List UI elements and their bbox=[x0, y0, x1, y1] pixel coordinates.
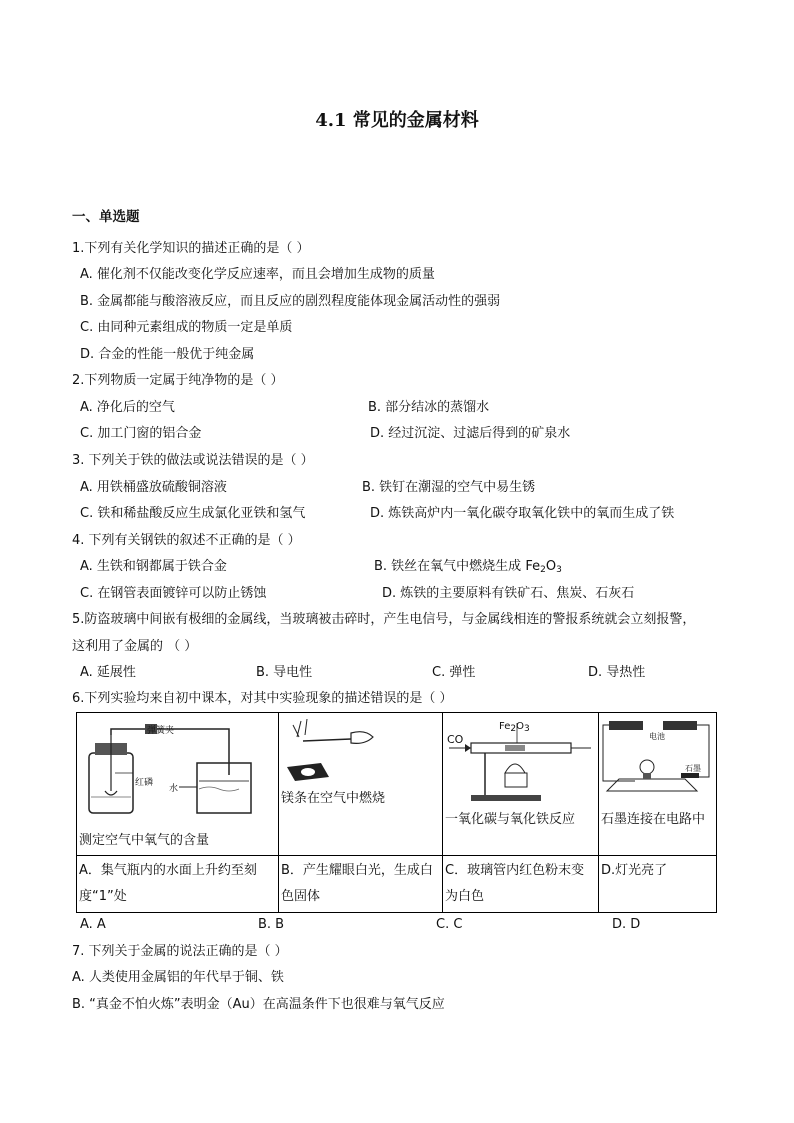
experiment-cell-graphite bbox=[599, 713, 717, 856]
caption-co: 一氧化碳与氧化铁反应 bbox=[445, 812, 576, 827]
section-heading: 一、单选题 bbox=[72, 209, 140, 225]
caption-magnesium: 镁条在空气中燃烧 bbox=[281, 791, 386, 806]
q6-option-b: B. B bbox=[258, 917, 285, 932]
experiment-cell-oxygen bbox=[77, 713, 279, 856]
q3-option-b: B. 铁钉在潮湿的空气中易生锈 bbox=[362, 480, 536, 495]
q2-option-c: C. 加工门窗的铝合金 bbox=[80, 426, 202, 441]
co-label: CO bbox=[447, 733, 464, 746]
q5-option-d: D. 导热性 bbox=[588, 665, 646, 680]
q5-option-b: B. 导电性 bbox=[256, 665, 313, 680]
q7-stem: 7. 下列关于金属的说法正确的是（ ） bbox=[72, 944, 288, 959]
page-title: 4.1 常见的金属材料 bbox=[315, 110, 479, 131]
caption-oxygen: 测定空气中氧气的含量 bbox=[79, 833, 210, 848]
description-d: D.灯光亮了 bbox=[599, 856, 717, 913]
description-a: A．集气瓶内的水面上升约至刻 度“1”处 bbox=[77, 856, 279, 913]
q4-option-b: B. 铁丝在氧气中燃烧生成 $Fe_2O_3$ bbox=[374, 559, 562, 575]
graphite-label: 石墨 bbox=[685, 764, 701, 773]
q5-stem-line2: 这利用了金属的 （ ） bbox=[72, 639, 198, 654]
q4-stem: 4. 下列有关钢铁的叙述不正确的是（ ） bbox=[72, 533, 301, 548]
q2-option-d: D. 经过沉淀、过滤后得到的矿泉水 bbox=[370, 426, 571, 441]
q5-stem-line1: 5.防盗玻璃中间嵌有极细的金属线，当玻璃被击碎时，产生电信号，与金属线相连的警报系统就会立刻报警， bbox=[72, 612, 696, 627]
q1-stem: 1.下列有关化学知识的描述正确的是（ ） bbox=[72, 241, 310, 256]
q2-stem: 2.下列物质一定属于纯净物的是（ ） bbox=[72, 373, 284, 388]
graphite-circuit-diagram bbox=[601, 715, 713, 799]
q1-option-d: D. 合金的性能一般优于纯金属 bbox=[80, 347, 255, 362]
q4-option-a: A. 生铁和钢都属于铁合金 bbox=[80, 559, 227, 574]
q6-option-a: A. A bbox=[80, 917, 106, 932]
q4-option-d: D. 炼铁的主要原料有铁矿石、焦炭、石灰石 bbox=[382, 586, 635, 601]
q2-option-b: B. 部分结冰的蒸馏水 bbox=[368, 400, 490, 415]
q3-option-a: A. 用铁桶盛放硫酸铜溶液 bbox=[80, 480, 227, 495]
q4-option-c: C. 在钢管表面镀锌可以防止锈蚀 bbox=[80, 586, 267, 601]
q7-option-a: A. 人类使用金属铝的年代早于铜、铁 bbox=[72, 970, 284, 985]
q3-stem: 3. 下列关于铁的做法或说法错误的是（ ） bbox=[72, 453, 314, 468]
q5-option-c: C. 弹性 bbox=[432, 665, 476, 680]
q2-option-a: A. 净化后的空气 bbox=[80, 400, 175, 415]
experiment-table bbox=[76, 712, 717, 913]
oxygen-apparatus-diagram bbox=[79, 715, 277, 825]
q6-option-c: C. C bbox=[436, 917, 463, 932]
description-b: B．产生耀眼白光，生成白 色固体 bbox=[279, 856, 443, 913]
q1-option-c: C. 由同种元素组成的物质一定是单质 bbox=[80, 320, 293, 335]
phosphorus-label: 红磷 bbox=[135, 778, 154, 788]
q6-option-d: D. D bbox=[612, 917, 641, 932]
q3-option-c: C. 铁和稀盐酸反应生成氯化亚铁和氢气 bbox=[80, 506, 306, 521]
magnesium-burning-diagram bbox=[281, 715, 391, 785]
q7-option-b: B. “真金不怕火炼”表明金（Au）在高温条件下也很难与氧气反应 bbox=[72, 997, 445, 1012]
battery-label: 电池 bbox=[649, 732, 665, 741]
description-c: C．玻璃管内红色粉末变 为白色 bbox=[443, 856, 599, 913]
q1-option-b: B. 金属都能与酸溶液反应，而且反应的剧烈程度能体现金属活动性的强弱 bbox=[80, 294, 501, 309]
q5-option-a: A. 延展性 bbox=[80, 665, 136, 680]
q1-option-a: A. 催化剂不仅能改变化学反应速率，而且会增加生成物的质量 bbox=[80, 267, 435, 282]
caption-graphite: 石墨连接在电路中 bbox=[601, 812, 706, 827]
water-label: 水 bbox=[169, 784, 179, 794]
fe2o3-label: $Fe_2O_3$ bbox=[499, 721, 530, 734]
clip-label: 弹簧夹 bbox=[147, 726, 175, 736]
q3-option-d: D. 炼铁高炉内一氧化碳夺取氧化铁中的氧而生成了铁 bbox=[370, 506, 675, 521]
q6-stem: 6.下列实验均来自初中课本，对其中实验现象的描述错误的是（ ） bbox=[72, 691, 453, 706]
experiment-cell-co bbox=[443, 713, 599, 856]
experiment-cell-magnesium bbox=[279, 713, 443, 856]
